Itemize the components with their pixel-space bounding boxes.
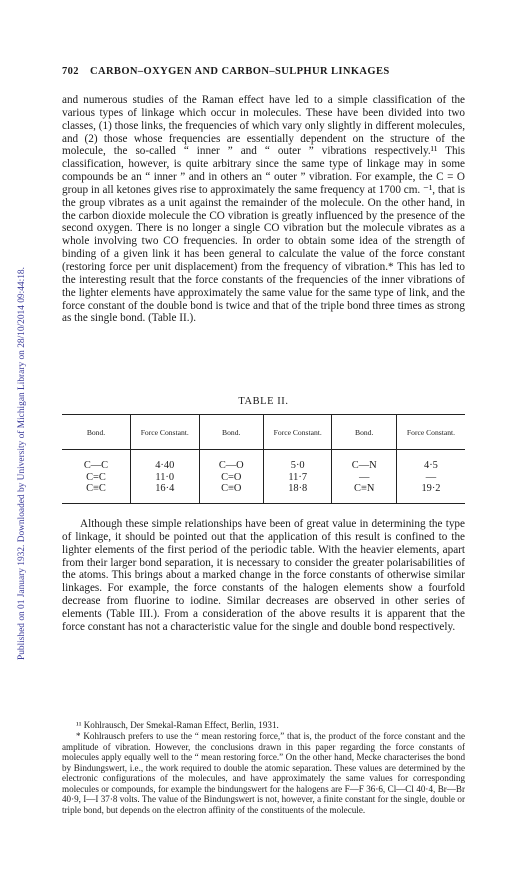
cell-value: C≡N bbox=[354, 483, 375, 494]
cell-value: 16·4 bbox=[155, 483, 175, 494]
watermark-text: Published on 01 January 1932. Downloaded by University of Michigan Library on 28/10/2014 09:44:18. bbox=[17, 267, 27, 660]
cell-value: C≡O bbox=[221, 483, 242, 494]
cell-value: 18·8 bbox=[288, 483, 308, 494]
download-watermark bbox=[3, 100, 27, 660]
footnote-asterisk: * Kohlrausch prefers to use the “ mean restoring force,” that is, the product of the force constant and the amplitude of vibration. However, the conclusions drawn in this paper regarding the force constants of molecules apply equally well to the “ mean restoring force.” On the other hand, Mecke characterises the bond by Bindungswert, i.e., the work required to double the atomic separation. These values are determined by the electronic configurations of the molecules, and have approximately the same values for corresponding molecules or compounds, for example the bindungswert for the halogens are F—F 36·6, Cl—Cl 40·4, Br—Br 40·9, I—I 37·8 volts. The value of the Bindungswert is not, however, a finite constant for the single, double or triple bond, but depends on the electron affinity of the constituents of the molecule. bbox=[62, 731, 465, 815]
cell-value: C≡C bbox=[86, 483, 106, 494]
cell-value: C—N bbox=[351, 460, 377, 471]
page-header bbox=[62, 66, 462, 77]
running-title: CARBON–OXYGEN AND CARBON–SULPHUR LINKAGES bbox=[89, 66, 390, 77]
page-number: 702 bbox=[62, 66, 79, 77]
table-cell bbox=[332, 450, 396, 504]
cell-value: 11·7 bbox=[288, 471, 308, 483]
body-paragraph-2 bbox=[62, 518, 465, 634]
table-cell bbox=[131, 450, 200, 504]
cell-value: 4·40 bbox=[155, 460, 175, 471]
force-constant-table bbox=[62, 414, 465, 504]
table-row bbox=[62, 450, 465, 504]
table-header-row bbox=[62, 415, 465, 450]
cell-value: 11·0 bbox=[155, 471, 175, 483]
cell-value: C=O bbox=[221, 471, 242, 483]
paragraph-text: Although these simple relationships have been of great value in determining the type of linkage, it should be pointed out that the application of this result is confined to the lighter elements of the first period of the periodic table. With the heavier elements, apart from their larger bond separation, it is necessary to consider the greater polarisabilities of the atoms. This brings about a marked change in the force constants of otherwise similar linkages. For example, the force constants of the halogen elements show a fourfold decrease from fluorine to iodine. Similar decreases are observed in other series of elements (Table III.). From a consideration of the above results it is apparent that the force constant has not a characteristic value for the single and double bond respectively. bbox=[62, 518, 465, 633]
cell-value: 5·0 bbox=[290, 460, 305, 471]
table-cell bbox=[62, 450, 131, 504]
col-header-force-1: Force Constant. bbox=[131, 415, 200, 450]
cell-value: 19·2 bbox=[421, 483, 441, 494]
cell-value: — bbox=[425, 471, 437, 483]
paragraph-text: and numerous studies of the Raman effect have led to a simple classification of the various types of linkage which occur in molecules. These have been divided into two classes, (1) those links, the frequencies of which vary only slightly in different molecules, and (2) those whose frequencies are essentially dependent on the structure of the molecule, the so-called “ inner ” and “ outer ” vibrations respectively.¹¹ This classification, however, is quite arbitrary since the same type of linkage may in some compounds be an “ inner ” and in others an “ outer ” vibration. For example, the C = O group in all ketones gives rise to approximately the same frequency at 1700 cm. ⁻¹, that is the group vibrates as a unit against the remainder of the molecule. On the other hand, in the carbon dioxide molecule the CO vibration is greatly influenced by the presence of the second oxygen. There is no longer a single CO vibration but the molecule vibrates as a whole involving two CO frequencies. In order to obtain some idea of the strength of binding of a given link it has been general to calculate the value of the force constant (restoring force per unit displacement) from the frequency of vibration.* This has led to the interesting result that the force constants of the frequencies of the inner vibrations of the lighter elements have approximately the same value for the same type of link, and the force constant of the double bond is twice and that of the triple bond three times as strong as the single bond. (Table II.). bbox=[62, 94, 465, 325]
col-header-bond-3: Bond. bbox=[332, 415, 396, 450]
cell-value: C=C bbox=[86, 471, 106, 483]
footnote-11: ¹¹ Kohlrausch, Der Smekal-Raman Effect, Berlin, 1931. bbox=[76, 720, 279, 730]
table-title: TABLE II. bbox=[238, 396, 289, 407]
cell-value: — bbox=[359, 471, 370, 483]
table-cell bbox=[199, 450, 263, 504]
col-header-force-3: Force Constant. bbox=[396, 415, 465, 450]
footnotes bbox=[62, 720, 465, 815]
cell-value: C—C bbox=[83, 460, 109, 471]
col-header-bond-1: Bond. bbox=[62, 415, 131, 450]
col-header-bond-2: Bond. bbox=[199, 415, 263, 450]
table-cell bbox=[263, 450, 332, 504]
cell-value: 4·5 bbox=[424, 460, 438, 471]
col-header-force-2: Force Constant. bbox=[263, 415, 332, 450]
table-cell bbox=[396, 450, 465, 504]
cell-value: C—O bbox=[218, 460, 244, 471]
body-paragraph-1 bbox=[62, 94, 465, 325]
